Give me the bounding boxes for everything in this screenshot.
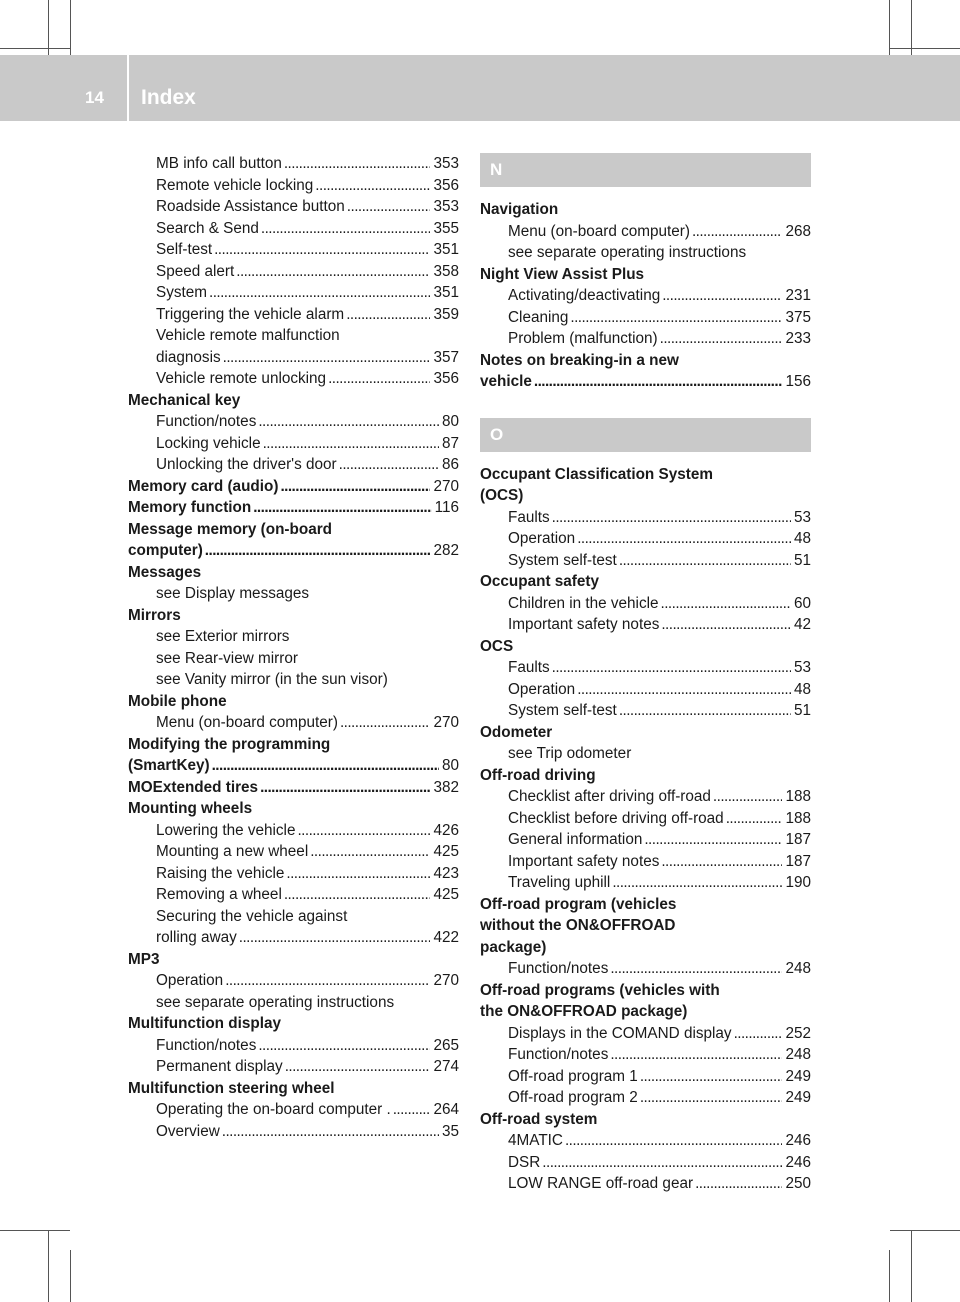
- entry-label: Speed alert: [156, 262, 235, 280]
- index-heading: Off-road driving: [480, 766, 596, 784]
- index-subentry: [480, 1152, 811, 1174]
- entry-label: Operation: [508, 530, 576, 547]
- page-reference: 270: [433, 972, 459, 989]
- dot-leader: [339, 454, 439, 476]
- index-heading: Notes on breaking-in a new: [480, 351, 679, 369]
- index-subentry: [128, 927, 459, 949]
- index-heading: Multifunction display: [128, 1015, 281, 1032]
- crop-mark: [911, 1230, 912, 1302]
- entry-label: Overview: [156, 1122, 220, 1140]
- index-subentry: [128, 153, 459, 175]
- index-heading: Odometer: [480, 723, 553, 741]
- page-reference: 274: [433, 1058, 459, 1075]
- entry-label: Operating the on-board computer .: [156, 1101, 391, 1118]
- page-reference: 51: [793, 702, 811, 719]
- dot-leader: [565, 1130, 783, 1152]
- index-subentry: [128, 347, 459, 369]
- dot-leader: [225, 970, 430, 992]
- entry-label: Children in the vehicle: [508, 594, 659, 612]
- entry-label: Self-test: [156, 241, 213, 258]
- dot-leader: [660, 328, 783, 350]
- index-subentry: [128, 1035, 459, 1057]
- index-column-left: [128, 153, 459, 1142]
- dot-leader: [280, 476, 430, 498]
- page-reference: 353: [433, 155, 459, 172]
- entry-label: 4MATIC: [508, 1132, 563, 1149]
- dot-leader: [542, 1152, 782, 1174]
- page-reference: 357: [433, 348, 459, 366]
- index-heading: Navigation: [480, 201, 559, 218]
- index-heading-entry: [128, 540, 459, 562]
- dot-leader: [619, 700, 791, 722]
- dot-leader: [610, 958, 782, 980]
- index-heading: the ON&OFFROAD package): [480, 1003, 688, 1020]
- index-subentry: [480, 1087, 811, 1109]
- entry-label: Function/notes: [156, 413, 257, 430]
- page-reference: 80: [441, 757, 459, 774]
- index-subentry: [128, 863, 459, 885]
- dot-leader: [253, 497, 431, 519]
- page-reference: 35: [441, 1122, 459, 1140]
- dot-leader: [661, 851, 782, 873]
- dot-leader: [346, 304, 430, 326]
- index-subentry: [128, 368, 459, 390]
- entry-label: Checklist before driving off-road: [508, 809, 724, 827]
- entry-label: Important safety notes: [508, 616, 660, 633]
- index-subentry: [480, 679, 811, 701]
- entry-label: Permanent display: [156, 1058, 283, 1075]
- index-subentry: [480, 1173, 811, 1195]
- entry-label: Menu (on-board computer): [508, 222, 690, 240]
- index-subentry: [480, 657, 811, 679]
- page-reference: 252: [785, 1024, 811, 1042]
- index-subentry: see Trip odometer: [508, 745, 632, 762]
- entry-label: Off-road program 2: [508, 1089, 638, 1106]
- index-heading: Mechanical key: [128, 391, 241, 409]
- index-subentry: [128, 304, 459, 326]
- dot-leader: [258, 411, 439, 433]
- index-subentry: [480, 550, 811, 572]
- entry-label: Function/notes: [508, 1046, 609, 1063]
- page-reference: 355: [433, 219, 459, 237]
- dot-leader: [239, 927, 431, 949]
- entry-label: Problem (malfunction): [508, 330, 658, 347]
- index-subentry: [480, 1023, 811, 1045]
- index-heading: Message memory (on-board: [128, 520, 333, 538]
- index-subentry: see Vanity mirror (in the sun visor): [156, 671, 388, 688]
- entry-label: MB info call button: [156, 155, 282, 172]
- index-subentry: [128, 1121, 459, 1143]
- page-reference: 248: [785, 960, 811, 977]
- crop-mark: [70, 0, 71, 55]
- header-divider: [127, 55, 129, 121]
- index-heading: Messages: [128, 563, 202, 581]
- crop-mark: [0, 48, 70, 49]
- entry-label: Faults: [508, 659, 550, 676]
- index-subentry: [480, 700, 811, 722]
- page-reference: 423: [433, 864, 459, 882]
- dot-leader: [662, 285, 782, 307]
- page-reference: 425: [433, 843, 459, 860]
- dot-leader: [577, 679, 791, 701]
- index-subentry: [480, 614, 811, 636]
- dot-leader: [284, 884, 431, 906]
- entry-label: Lowering the vehicle: [156, 821, 296, 839]
- index-subentry: see separate operating instructions: [508, 244, 747, 261]
- index-subentry: see separate operating instructions: [156, 993, 395, 1011]
- dot-leader: [223, 347, 431, 369]
- dot-leader: [726, 808, 783, 830]
- dot-leader: [661, 614, 791, 636]
- entry-label: Mounting a new wheel: [156, 843, 309, 860]
- entry-label: Function/notes: [156, 1036, 257, 1054]
- page-reference: 359: [433, 305, 459, 323]
- index-subentry: Securing the vehicle against: [156, 907, 348, 925]
- page-reference: 249: [785, 1089, 811, 1106]
- page-reference: 53: [793, 508, 811, 526]
- index-subentry: see Exterior mirrors: [156, 628, 290, 645]
- entry-label: Operation: [508, 680, 576, 698]
- page-reference: 282: [433, 542, 459, 559]
- index-heading: Modifying the programming: [128, 735, 331, 753]
- dot-leader: [347, 196, 431, 218]
- page-reference: 87: [441, 434, 459, 452]
- crop-mark: [890, 48, 960, 49]
- crop-mark: [0, 1230, 70, 1231]
- index-heading: Off-road program (vehicles: [480, 895, 677, 913]
- index-subentry: see Rear-view mirror: [156, 649, 298, 667]
- index-subentry: [128, 1056, 459, 1078]
- crop-mark: [70, 1250, 71, 1302]
- dot-leader: [258, 1035, 430, 1057]
- dot-leader: [734, 1023, 783, 1045]
- index-heading-entry: [128, 476, 459, 498]
- entry-label: Triggering the vehicle alarm: [156, 305, 345, 323]
- page-reference: 233: [785, 330, 811, 347]
- page-reference: 358: [433, 262, 459, 280]
- dot-leader: [236, 261, 430, 283]
- entry-label: Locking vehicle: [156, 434, 261, 452]
- page-reference: 231: [785, 287, 811, 304]
- dot-leader: [212, 755, 439, 777]
- index-subentry: [128, 239, 459, 261]
- index-heading: Occupant safety: [480, 573, 600, 590]
- index-heading: Night View Assist Plus: [480, 265, 645, 283]
- index-subentry: [128, 841, 459, 863]
- entry-label: Checklist after driving off-road: [508, 788, 711, 805]
- dot-leader: [205, 540, 431, 562]
- entry-label: System self-test: [508, 551, 617, 569]
- index-subentry: [480, 829, 811, 851]
- index-heading-entry: [128, 497, 459, 519]
- index-heading-entry: [128, 755, 459, 777]
- entry-label: computer): [128, 542, 203, 559]
- page-reference: 356: [433, 176, 459, 194]
- index-subentry: [480, 221, 811, 243]
- page-reference: 246: [785, 1153, 811, 1171]
- index-heading: Occupant Classification System: [480, 465, 713, 483]
- page-reference: 48: [793, 530, 811, 547]
- index-subentry: see Display messages: [156, 585, 310, 602]
- page-reference: 116: [434, 499, 459, 516]
- index-subentry: [480, 958, 811, 980]
- index-heading: Mirrors: [128, 606, 181, 624]
- index-subentry: [128, 1099, 459, 1121]
- index-subentry: [480, 593, 811, 615]
- index-subentry: [480, 1130, 811, 1152]
- index-heading-entry: [480, 371, 811, 393]
- entry-label: Raising the vehicle: [156, 864, 285, 882]
- index-subentry: [480, 786, 811, 808]
- page-reference: 187: [785, 852, 811, 870]
- crop-mark: [889, 1250, 890, 1302]
- entry-label: vehicle: [480, 373, 532, 390]
- index-subentry: [480, 285, 811, 307]
- index-heading: MP3: [128, 950, 160, 968]
- page-reference: 353: [433, 198, 459, 215]
- crop-mark: [48, 0, 49, 55]
- entry-label: Removing a wheel: [156, 886, 282, 903]
- dot-leader: [286, 863, 430, 885]
- entry-label: Displays in the COMAND display: [508, 1024, 732, 1042]
- dot-leader: [692, 221, 783, 243]
- index-subentry: [480, 307, 811, 329]
- index-heading: Off-road system: [480, 1110, 598, 1128]
- index-subentry: [128, 261, 459, 283]
- page-reference: 426: [433, 821, 459, 839]
- page-reference: 270: [433, 477, 459, 495]
- entry-label: LOW RANGE off-road gear: [508, 1175, 694, 1192]
- index-heading: package): [480, 938, 547, 956]
- index-subentry: [128, 884, 459, 906]
- entry-label: (SmartKey): [128, 757, 210, 774]
- index-heading: OCS: [480, 637, 514, 655]
- page-reference: 48: [793, 680, 811, 698]
- dot-leader: [640, 1066, 783, 1088]
- dot-leader: [619, 550, 791, 572]
- entry-label: DSR: [508, 1153, 541, 1171]
- index-subentry: Vehicle remote malfunction: [156, 327, 340, 344]
- entry-label: Operation: [156, 972, 224, 989]
- entry-label: General information: [508, 831, 643, 848]
- page-reference: 422: [433, 929, 459, 946]
- dot-leader: [263, 433, 439, 455]
- index-heading: (OCS): [480, 487, 524, 504]
- index-heading: Off-road programs (vehicles with: [480, 981, 720, 999]
- page-reference: 190: [785, 874, 811, 891]
- dot-leader: [610, 1044, 782, 1066]
- index-subentry: [128, 282, 459, 304]
- dot-leader: [310, 841, 430, 863]
- page-reference: 265: [433, 1036, 459, 1054]
- page-reference: 156: [785, 373, 811, 390]
- index-subentry: [128, 970, 459, 992]
- entry-label: Search & Send: [156, 219, 259, 237]
- entry-label: Memory function: [128, 499, 252, 516]
- index-subentry: [480, 528, 811, 550]
- page-reference: 249: [785, 1067, 811, 1085]
- dot-leader: [393, 1099, 431, 1121]
- page-reference: 268: [785, 222, 811, 240]
- page-reference: 375: [785, 308, 811, 326]
- entry-label: diagnosis: [156, 348, 221, 366]
- dot-leader: [209, 282, 430, 304]
- dot-leader: [534, 371, 783, 393]
- page-reference: 264: [433, 1101, 459, 1118]
- index-heading: Multifunction steering wheel: [128, 1079, 335, 1097]
- entry-label: MOExtended tires: [128, 778, 259, 796]
- dot-leader: [297, 820, 430, 842]
- page-reference: 248: [785, 1046, 811, 1063]
- dot-leader: [214, 239, 430, 261]
- entry-label: rolling away: [156, 929, 237, 946]
- index-subentry: [128, 175, 459, 197]
- page-reference: 382: [433, 778, 459, 796]
- entry-label: Memory card (audio): [128, 477, 279, 495]
- dot-leader: [612, 872, 782, 894]
- entry-label: Unlocking the driver's door: [156, 456, 337, 473]
- entry-label: Vehicle remote unlocking: [156, 370, 327, 387]
- entry-label: Remote vehicle locking: [156, 176, 314, 194]
- crop-mark: [890, 1230, 960, 1231]
- entry-label: Roadside Assistance button: [156, 198, 345, 215]
- index-subentry: [480, 507, 811, 529]
- entry-label: Cleaning: [508, 308, 569, 326]
- index-subentry: [128, 433, 459, 455]
- entry-label: System self-test: [508, 702, 617, 719]
- index-subentry: [128, 454, 459, 476]
- page-reference: 351: [433, 284, 459, 301]
- index-column-right: [480, 153, 811, 1195]
- index-subentry: [480, 851, 811, 873]
- section-letter: O: [480, 418, 811, 452]
- entry-label: System: [156, 284, 207, 301]
- index-subentry: [480, 1066, 811, 1088]
- entry-label: Activating/deactivating: [508, 287, 661, 304]
- page-reference: 356: [433, 370, 459, 387]
- index-subentry: [128, 218, 459, 240]
- entry-label: Traveling uphill: [508, 874, 611, 891]
- dot-leader: [570, 307, 782, 329]
- index-subentry: [480, 328, 811, 350]
- dot-leader: [261, 218, 431, 240]
- index-subentry: [128, 196, 459, 218]
- crop-mark: [48, 1230, 49, 1302]
- page-reference: 51: [793, 551, 811, 569]
- entry-label: Off-road program 1: [508, 1067, 638, 1085]
- index-subentry: [128, 411, 459, 433]
- index-heading: Mounting wheels: [128, 800, 253, 817]
- page-reference: 425: [433, 886, 459, 903]
- index-subentry: [480, 1044, 811, 1066]
- dot-leader: [328, 368, 430, 390]
- dot-leader: [284, 153, 431, 175]
- index-subentry: [128, 820, 459, 842]
- section-letter: N: [480, 153, 811, 187]
- dot-leader: [340, 712, 431, 734]
- dot-leader: [552, 657, 791, 679]
- entry-label: Important safety notes: [508, 852, 660, 870]
- page-reference: 250: [785, 1175, 811, 1192]
- page-reference: 60: [793, 594, 811, 612]
- dot-leader: [713, 786, 783, 808]
- entry-label: Function/notes: [508, 960, 609, 977]
- index-heading: Mobile phone: [128, 692, 227, 710]
- page-reference: 188: [785, 809, 811, 827]
- dot-leader: [260, 777, 430, 799]
- crop-mark: [911, 0, 912, 55]
- page-reference: 246: [785, 1132, 811, 1149]
- dot-leader: [661, 593, 791, 615]
- dot-leader: [640, 1087, 783, 1109]
- index-heading: without the ON&OFFROAD: [480, 917, 676, 934]
- entry-label: Menu (on-board computer): [156, 714, 338, 731]
- dot-leader: [222, 1121, 439, 1143]
- entry-label: Faults: [508, 508, 550, 526]
- page-number: 14: [85, 88, 104, 107]
- page-reference: 188: [785, 788, 811, 805]
- index-heading-entry: [128, 777, 459, 799]
- dot-leader: [577, 528, 791, 550]
- dot-leader: [285, 1056, 431, 1078]
- page-reference: 187: [785, 831, 811, 848]
- dot-leader: [644, 829, 782, 851]
- page-title: Index: [141, 86, 196, 109]
- dot-leader: [695, 1173, 782, 1195]
- spacer: [480, 393, 811, 418]
- dot-leader: [315, 175, 430, 197]
- dot-leader: [552, 507, 791, 529]
- index-subentry: [480, 872, 811, 894]
- page-reference: 80: [441, 413, 459, 430]
- page-reference: 42: [793, 616, 811, 633]
- index-subentry: [128, 712, 459, 734]
- page-reference: 351: [433, 241, 459, 258]
- page-reference: 53: [793, 659, 811, 676]
- index-subentry: [480, 808, 811, 830]
- page-reference: 86: [441, 456, 459, 473]
- page-reference: 270: [433, 714, 459, 731]
- crop-mark: [889, 0, 890, 55]
